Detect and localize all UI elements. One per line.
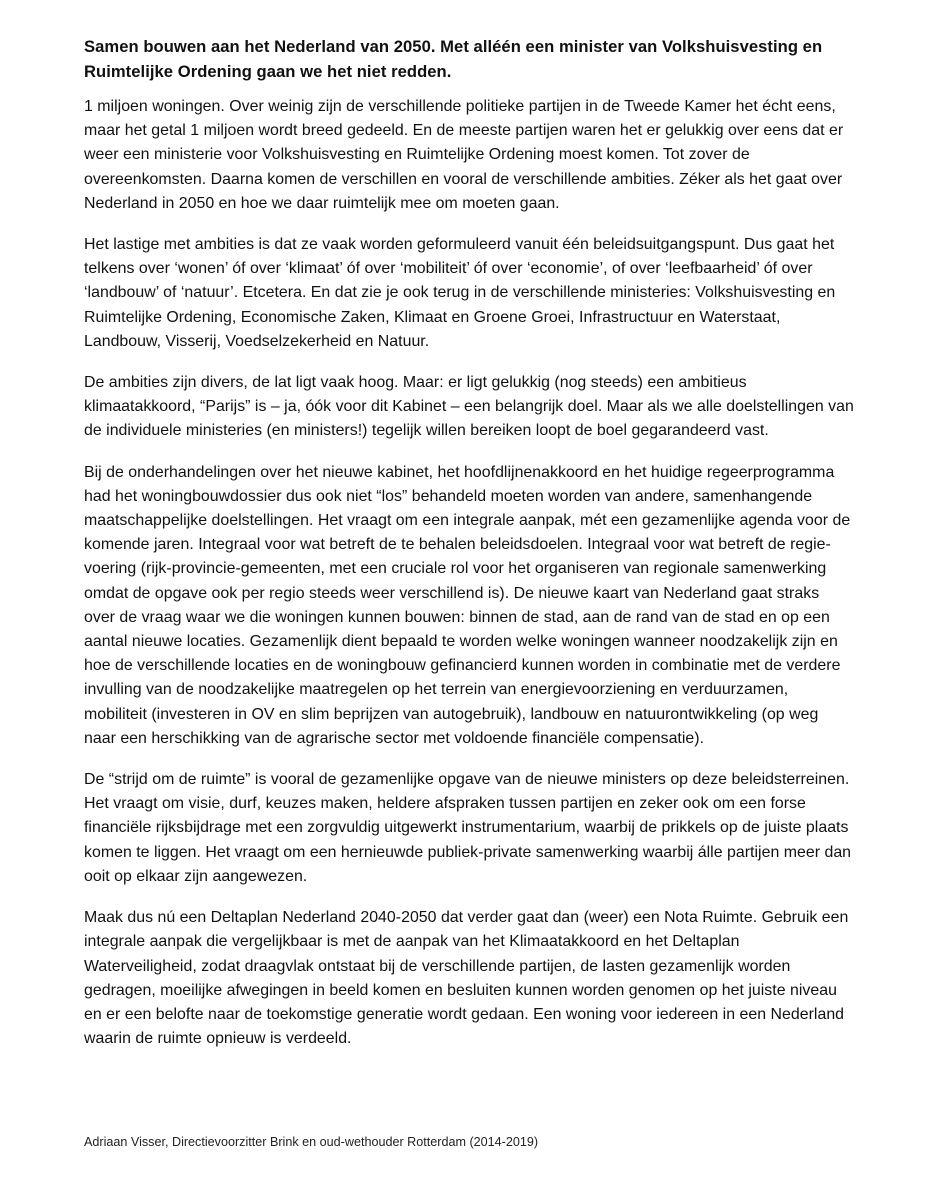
document-body — [84, 34, 854, 1068]
paragraph-5: De “strijd om de ruimte” is vooral de gezamenlijke opgave van de nieuwe ministers op deze beleidsterreinen. Het vraagt om visie, durf, keuzes maken, heldere afspraken tussen partijen en zeker ook om een forse financiële rijksbijdrage met een zorgvuldig uitgewerkt instrumentarium, waarbij de prikkels op de juiste plaats komen te liggen. Het vraagt om een hernieuwde publiek-private samenwerking waarbij álle partijen meer dan ooit op elkaar zijn aangewezen. — [84, 771, 852, 885]
paragraph-2: Het lastige met ambities is dat ze vaak worden geformuleerd vanuit één beleidsuitgangspunt. Dus gaat het telkens over ‘wonen’ óf over ‘klimaat’ óf over ‘mobiliteit’ óf over ‘economie’, of over ‘leefbaarheid’ óf over ‘landbouw’ of ‘natuur’. Etcetera. En dat zie je ook terug in de verschillende ministeries: Volkshuisvesting en Ruimtelijke Ordening, Economische Zaken, Klimaat en Groene Groei, Infrastructuur en Waterstaat, Landbouw, Visserij, Voedselzekerheid en Natuur. — [84, 236, 836, 350]
paragraph-4: Bij de onderhandelingen over het nieuwe kabinet, het hoofdlijnenakkoord en het huidige regeerprogramma had het woningbouwdossier dus ook niet “los” behandeld moeten worden van andere, samenhangende maatschappelijke doelstellingen. Het vraagt om een integrale aanpak, mét een gezamenlijke agenda voor de komende jaren. Integraal voor wat betreft de te behalen beleidsdoelen. Integraal voor wat betreft de regie-voering (rijk-provincie-gemeenten, met een cruciale rol voor het organiseren van regionale samenwerking omdat de opgave ook per regio steeds weer verschillend is). De nieuwe kaart van Nederland gaat straks over de vraag waar we die woningen kunnen bouwen: binnen de stad, aan de rand van de stad en op een aantal nieuwe locaties. Gezamenlijk dient bepaald te worden welke woningen wanneer noodzakelijk zijn en hoe de verschillende locaties en de woningbouw gefinancierd kunnen worden in combinatie met de verdere invulling van de noodzakelijke maatregelen op het terrein van energievoorziening en verduurzamen, mobiliteit (investeren in OV en slim beprijzen van autogebruik), landbouw en natuurontwikkeling (op weg naar een herschikking van de agrarische sector met voldoende financiële compensatie). — [84, 463, 851, 747]
paragraph-1: 1 miljoen woningen. Over weinig zijn de verschillende politieke partijen in de Tweede Kamer het écht eens, maar het getal 1 miljoen wordt breed gedeeld. En de meeste partijen waren het er gelukkig over eens dat er weer een ministerie voor Volkshuisvesting en Ruimtelijke Ordening moest komen. Tot zover de overeenkomsten. Daarna komen de verschillen en vooral de verschillende ambities. Zéker als het gaat over Nederland in 2050 en hoe we daar ruimtelijk mee om moeten gaan. — [84, 98, 844, 212]
paragraph-6: Maak dus nú een Deltaplan Nederland 2040-2050 dat verder gaat dan (weer) een Nota Ruimte. Gebruik een integrale aanpak die vergelijkbaar is met de aanpak van het Klimaatakkoord en het Deltaplan Waterveiligheid, zodat draagvlak ontstaat bij de verschillende partijen, de lasten gezamenlijk worden gedragen, moeilijke afwegingen in beeld komen en besluiten kunnen worden genomen op het juiste niveau en er een belofte naar de toekomstige generatie wordt gedaan. Een woning voor iedereen in een Nederland waarin de ruimte opnieuw is verdeeld. — [84, 909, 849, 1048]
paragraph-3: De ambities zijn divers, de lat ligt vaak hoog. Maar: er ligt gelukkig (nog steeds) een ambitieus klimaatakkoord, “Parijs” is – ja, óók voor dit Kabinet – een belangrijk doel. Maar als we alle doelstellingen van de individuele ministeries (en ministers!) tegelijk willen bereiken loopt de boel gegarandeerd vast. — [84, 374, 854, 440]
author-signature: Adriaan Visser, Directievoorzitter Brink en oud-wethouder Rotterdam (2014-2019) — [84, 1135, 539, 1149]
document-title: Samen bouwen aan het Nederland van 2050. Met alléén een minister van Volkshuisvesting en Ruimtelijke Ordening gaan we het niet redden. — [84, 37, 823, 81]
